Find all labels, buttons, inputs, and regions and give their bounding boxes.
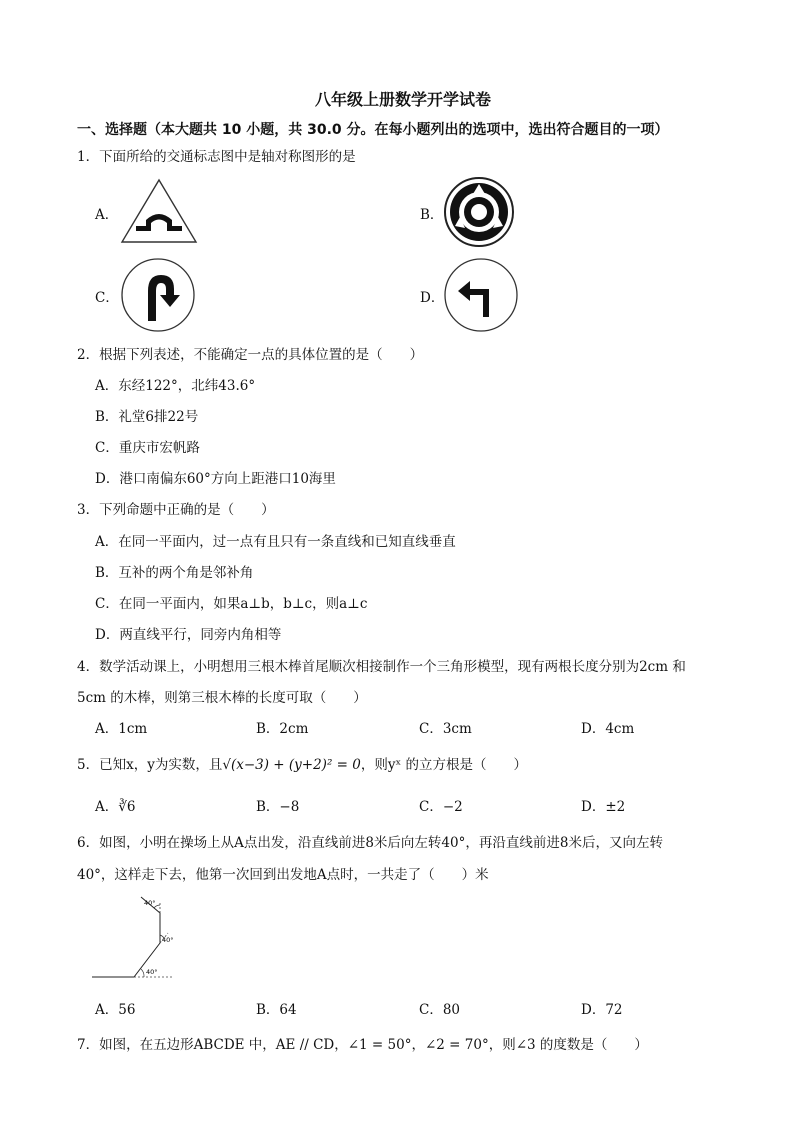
- question-3-stem: 3．下列命题中正确的是（ ）: [77, 502, 275, 518]
- question-3-option-a: A．在同一平面内，过一点有且只有一条直线和已知直线垂直: [95, 534, 456, 550]
- angle-label-top: 40°: [144, 899, 156, 907]
- hump-bridge-triangle-sign-icon: [120, 178, 198, 244]
- angle-label-bottom: 40°: [146, 968, 158, 976]
- left-turn-sign-icon: [443, 257, 519, 333]
- question-4-option-a: A．1cm: [95, 721, 148, 737]
- question-2-stem: 2．根据下列表述，不能确定一点的具体位置的是（ ）: [77, 347, 424, 363]
- question-7-stem: 7．如图，在五边形ABCDE 中，AE // CD，∠1 = 50°，∠2 = 70°，则∠3 的度数是（ ）: [77, 1037, 648, 1053]
- angle-label-middle: 40°: [162, 936, 174, 944]
- question-1-option-d-label: D．: [420, 290, 445, 306]
- question-2-option-a: A．东经122°，北纬43.6°: [95, 378, 256, 394]
- question-5-option-c: C．−2: [419, 799, 463, 815]
- question-1-option-a-label: A．: [95, 207, 119, 223]
- roundabout-sign-icon: [443, 176, 515, 248]
- question-4-stem-line-2: 5cm 的木棒，则第三根木棒的长度可取（ ）: [77, 690, 367, 706]
- question-1-option-b-label: B．: [420, 207, 444, 223]
- question-6-stem-line-1: 6．如图，小明在操场上从A点出发，沿直线前进8米后向左转40°，再沿直线前进8米后，又向左转: [77, 835, 663, 851]
- question-3-option-b: B．互补的两个角是邻补角: [95, 565, 254, 581]
- question-5-formula: √(x−3) + (y+2)² = 0: [222, 757, 361, 773]
- question-5-option-b: B．−8: [256, 799, 300, 815]
- question-2-option-c: C．重庆市宏帆路: [95, 440, 200, 456]
- question-2-option-b: B．礼堂6排22号: [95, 409, 199, 425]
- u-turn-sign-icon: [120, 257, 196, 333]
- question-6-option-a: A．56: [95, 1002, 136, 1018]
- question-5-stem-post: ，则yˣ 的立方根是（ ）: [360, 757, 527, 773]
- question-3-option-d: D．两直线平行，同旁内角相等: [95, 627, 282, 643]
- question-6-stem-line-2: 40°，这样走下去，他第一次回到出发地A点时，一共走了（ ）米: [77, 867, 489, 883]
- question-6-option-d: D．72: [581, 1002, 623, 1018]
- question-5-stem: [77, 753, 527, 773]
- question-4-stem-line-1: 4．数学活动课上，小明想用三根木棒首尾顺次相接制作一个三角形模型，现有两根长度分别为2cm 和: [77, 659, 686, 675]
- question-4-option-b: B．2cm: [256, 721, 309, 737]
- question-4-option-d: D．4cm: [581, 721, 635, 737]
- section-heading: 一、选择题（本大题共 10 小题，共 30.0 分。在每小题列出的选项中，选出符合题目的一项）: [77, 122, 669, 138]
- question-5-stem-pre: 5．已知x，y为实数，且: [77, 757, 223, 773]
- page-title: 八年级上册数学开学试卷: [315, 90, 492, 109]
- walking-path-figure: [92, 895, 182, 980]
- question-5-option-a: A．∛6: [95, 799, 136, 815]
- question-6-option-b: B．64: [256, 1002, 297, 1018]
- question-6-option-c: C．80: [419, 1002, 461, 1018]
- question-1-stem: 1．下面所给的交通标志图中是轴对称图形的是: [77, 149, 356, 165]
- question-3-option-c: C．在同一平面内，如果a⊥b，b⊥c，则a⊥c: [95, 596, 368, 612]
- question-1-option-c-label: C．: [95, 290, 119, 306]
- question-5-option-d: D．±2: [581, 799, 626, 815]
- question-4-option-c: C．3cm: [419, 721, 472, 737]
- question-2-option-d: D．港口南偏东60°方向上距港口10海里: [95, 471, 336, 487]
